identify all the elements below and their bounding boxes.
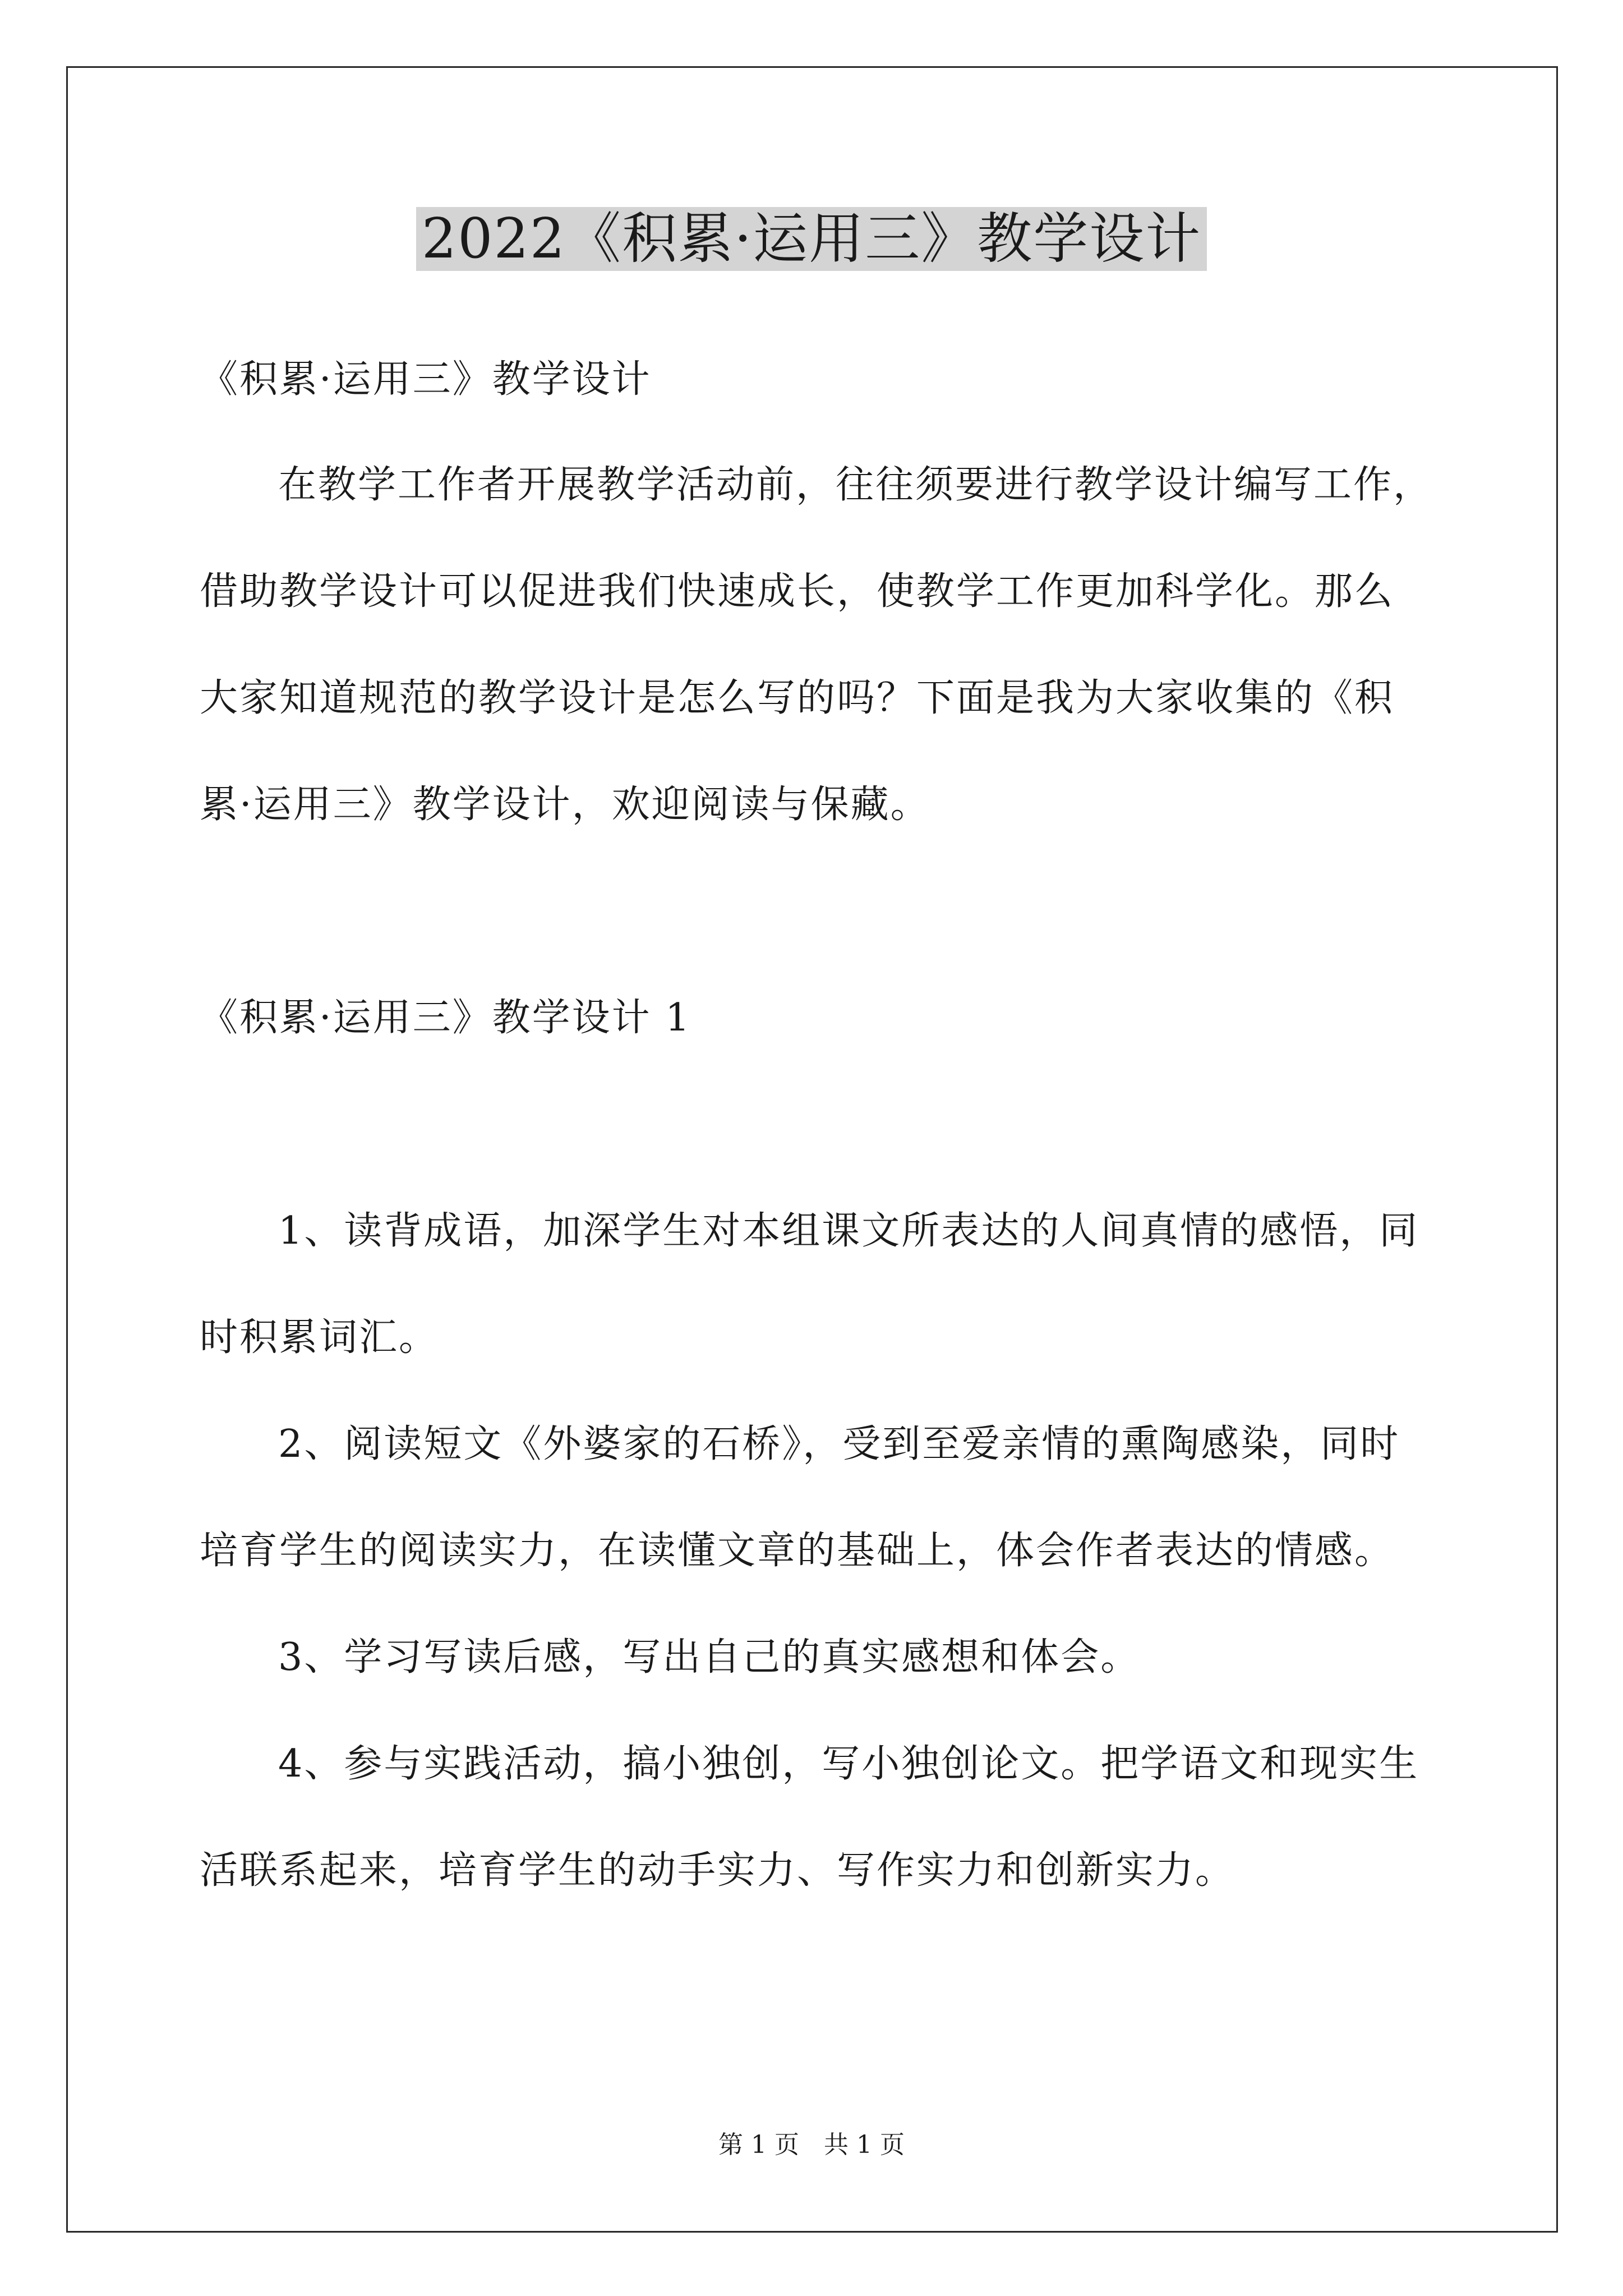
intro-line-1: 在教学工作者开展教学活动前，往往须要进行教学设计编写工作， — [278, 463, 1433, 507]
document-title-text: 2022《积累·运用三》教学设计 — [416, 207, 1207, 271]
intro-line-3: 大家知道规范的教学设计是怎么写的吗？下面是我为大家收集的《积 — [200, 676, 1395, 720]
page-number: 第 1 页 — [718, 2131, 799, 2159]
document-subtitle: 《积累·运用三》教学设计 — [200, 357, 652, 402]
intro-line-2: 借助教学设计可以促进我们快速成长，使教学工作更加科学化。那么 — [200, 569, 1395, 614]
intro-line-4: 累·运用三》教学设计，欢迎阅读与保藏。 — [200, 783, 930, 827]
item-2-line-2: 培育学生的阅读实力，在读懂文章的基础上，体会作者表达的情感。 — [200, 1529, 1395, 1573]
item-4-line-1: 4、参与实践活动，搞小独创，写小独创论文。把学语文和现实生 — [278, 1742, 1419, 1786]
item-3-line-1: 3、学习写读后感，写出自己的真实感想和体会。 — [278, 1635, 1141, 1680]
item-1-line-1: 1、读背成语，加深学生对本组课文所表达的人间真情的感悟，同 — [278, 1209, 1419, 1253]
page-total: 共 1 页 — [824, 2131, 905, 2159]
section-heading: 《积累·运用三》教学设计 1 — [200, 996, 691, 1040]
document-title — [0, 200, 1623, 278]
page-footer — [0, 2128, 1623, 2162]
item-2-line-1: 2、阅读短文《外婆家的石桥》，受到至爱亲情的熏陶感染，同时 — [278, 1422, 1400, 1466]
item-1-line-2: 时积累词汇。 — [200, 1315, 439, 1360]
item-4-line-2: 活联系起来，培育学生的动手实力、写作实力和创新实力。 — [200, 1848, 1235, 1893]
